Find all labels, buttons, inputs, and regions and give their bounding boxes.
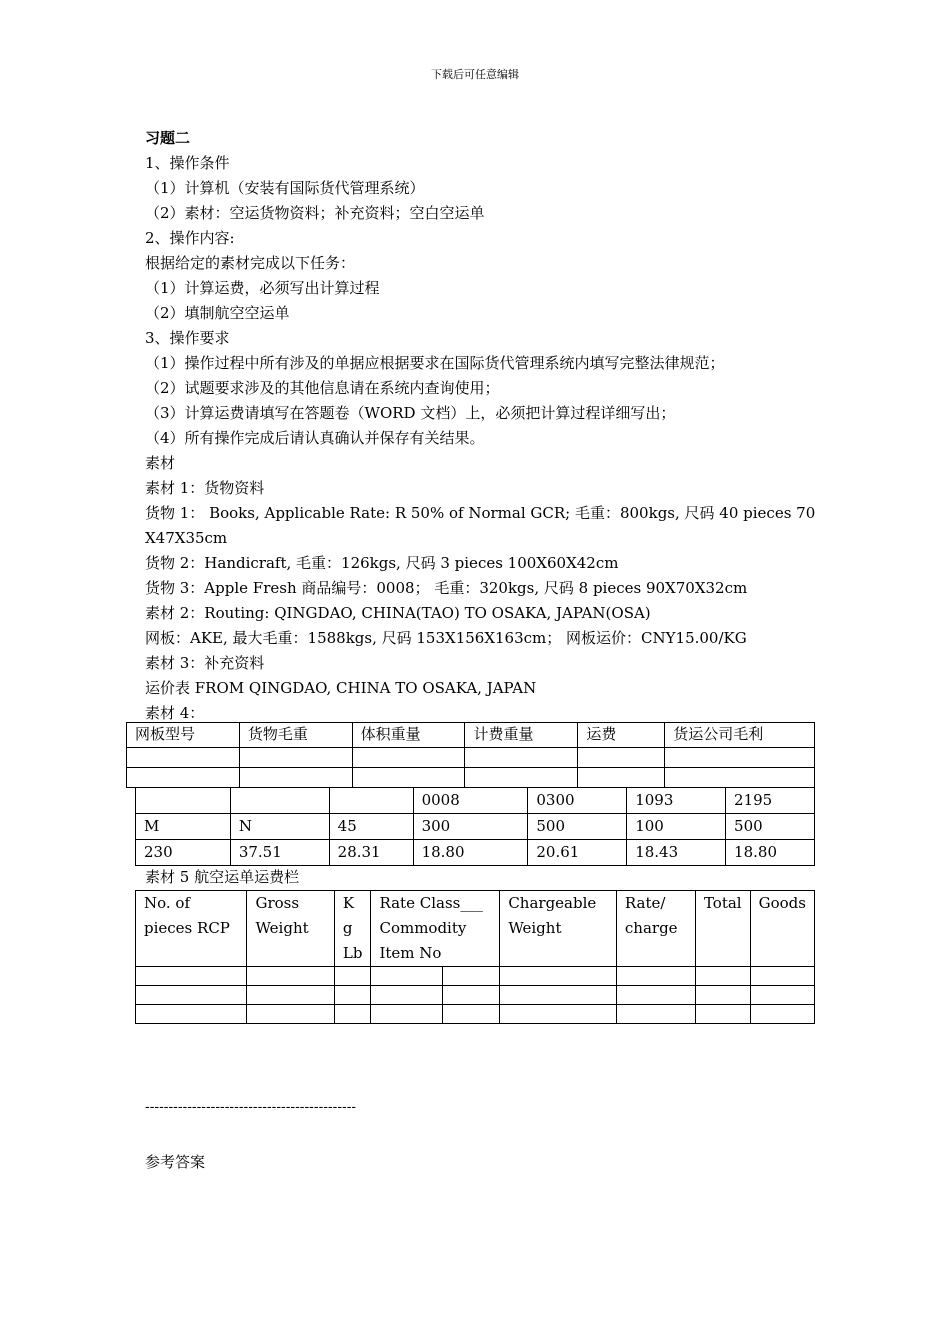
- empty-cell[interactable]: [695, 1005, 750, 1024]
- header-rate-charge: Rate/ charge: [616, 891, 695, 967]
- table-cell: 0300: [528, 788, 627, 814]
- calculation-table: [126, 722, 815, 788]
- table-cell: 2195: [726, 788, 815, 814]
- table-row: [136, 1005, 815, 1024]
- empty-cell[interactable]: [578, 768, 665, 788]
- table-cell: 37.51: [230, 840, 329, 866]
- empty-cell[interactable]: [500, 967, 617, 986]
- header-rate-class: Rate Class___ Commodity Item No: [371, 891, 500, 967]
- empty-cell[interactable]: [695, 986, 750, 1005]
- text-line: 根据给定的素材完成以下任务：: [145, 254, 356, 272]
- header-cell: 计费重量: [465, 723, 578, 748]
- empty-cell[interactable]: [443, 967, 500, 986]
- text-line: （2）试题要求涉及的其他信息请在系统内查询使用；: [145, 379, 500, 397]
- empty-cell[interactable]: [695, 967, 750, 986]
- cargo-3: 货物 3：Apple Fresh 商品编号：0008； 毛重：320kgs, 尺码 8 pieces 90X70X32cm: [145, 579, 748, 597]
- empty-cell[interactable]: [616, 967, 695, 986]
- table-cell: 45: [329, 814, 413, 840]
- text-line: 3、操作要求: [145, 329, 230, 347]
- document-body: [145, 126, 815, 726]
- text-line: 2、操作内容:: [145, 229, 235, 247]
- header-gross-weight: Gross Weight: [247, 891, 334, 967]
- table-cell: 100: [627, 814, 726, 840]
- empty-cell[interactable]: [239, 748, 352, 768]
- table-cell: 230: [136, 840, 231, 866]
- table-cell: M: [136, 814, 231, 840]
- header-pieces: No. of pieces RCP: [136, 891, 247, 967]
- material-3: 素材 3：补充资料: [145, 654, 265, 672]
- material-5-caption: 素材 5 航空运单运费栏: [145, 868, 300, 886]
- cargo-1-line-2: X47X35cm: [145, 529, 228, 547]
- rate-table: [135, 787, 815, 866]
- page-header: 下载后可任意编辑: [431, 68, 519, 81]
- empty-cell[interactable]: [247, 1005, 334, 1024]
- table-cell: 28.31: [329, 840, 413, 866]
- text-line: （3）计算运费请填写在答题卷（WORD 文档）上，必须把计算过程详细写出；: [145, 404, 676, 422]
- header-goods: Goods: [750, 891, 814, 967]
- awb-charges-table: [135, 890, 815, 1024]
- text-line: （2）填制航空空运单: [145, 304, 290, 322]
- table-row: [136, 967, 815, 986]
- empty-cell[interactable]: [750, 986, 814, 1005]
- header-cell: 货物毛重: [239, 723, 352, 748]
- empty-cell[interactable]: [443, 1005, 500, 1024]
- header-cell: 网板型号: [127, 723, 240, 748]
- header-cell: 运费: [578, 723, 665, 748]
- empty-cell[interactable]: [127, 748, 240, 768]
- empty-cell[interactable]: [750, 967, 814, 986]
- empty-cell[interactable]: [665, 748, 815, 768]
- empty-cell[interactable]: [334, 967, 371, 986]
- table-cell: 20.61: [528, 840, 627, 866]
- empty-cell[interactable]: [443, 986, 500, 1005]
- text-line: （4）所有操作完成后请认真确认并保存有关结果。: [145, 429, 485, 447]
- section-divider: ---------------------------------------------: [145, 1100, 357, 1115]
- cargo-2: 货物 2：Handicraft, 毛重：126kgs, 尺码 3 pieces 100X60X42cm: [145, 554, 619, 572]
- table-cell: 18.43: [627, 840, 726, 866]
- empty-cell[interactable]: [578, 748, 665, 768]
- text-line: （1）计算运费，必须写出计算过程: [145, 279, 380, 297]
- empty-cell[interactable]: [352, 768, 465, 788]
- empty-cell[interactable]: [127, 768, 240, 788]
- cargo-1-line-1: 货物 1： Books, Applicable Rate: R 50% of Normal GCR; 毛重：800kgs, 尺码 40 pieces 70: [145, 504, 816, 522]
- text-line: （2）素材：空运货物资料；补充资料；空白空运单: [145, 204, 485, 222]
- header-kg-lb: K g Lb: [334, 891, 371, 967]
- header-total: Total: [695, 891, 750, 967]
- table-row: [136, 788, 815, 814]
- table-cell: [230, 788, 329, 814]
- empty-cell[interactable]: [136, 986, 247, 1005]
- empty-cell[interactable]: [136, 1005, 247, 1024]
- empty-cell[interactable]: [465, 768, 578, 788]
- material-2-routing: 素材 2：Routing: QINGDAO, CHINA(TAO) TO OSAKA, JAPAN(OSA): [145, 604, 651, 622]
- table-row: [127, 768, 815, 788]
- empty-cell[interactable]: [334, 1005, 371, 1024]
- header-chargeable-weight: Chargeable Weight: [500, 891, 617, 967]
- pallet-info: 网板：AKE, 最大毛重：1588kgs, 尺码 153X156X163cm； 网板运价：CNY15.00/KG: [145, 629, 747, 647]
- table-row: [136, 840, 815, 866]
- empty-cell[interactable]: [239, 768, 352, 788]
- table-cell: 300: [413, 814, 528, 840]
- text-line: （1）操作过程中所有涉及的单据应根据要求在国际货代管理系统内填写完整法律规范；: [145, 354, 725, 372]
- empty-cell[interactable]: [616, 986, 695, 1005]
- table-row: [136, 986, 815, 1005]
- table-cell: 1093: [627, 788, 726, 814]
- table-cell: 18.80: [726, 840, 815, 866]
- empty-cell[interactable]: [500, 1005, 617, 1024]
- table-row: [127, 748, 815, 768]
- awb-header-row: [136, 891, 815, 967]
- text-line: 素材 1：货物资料: [145, 479, 265, 497]
- empty-cell[interactable]: [371, 967, 443, 986]
- table-cell: [136, 788, 231, 814]
- table-cell: 500: [726, 814, 815, 840]
- empty-cell[interactable]: [371, 1005, 443, 1024]
- rate-table-title: 运价表 FROM QINGDAO, CHINA TO OSAKA, JAPAN: [145, 679, 537, 697]
- material-4: 素材 4：: [145, 704, 205, 722]
- empty-cell[interactable]: [352, 748, 465, 768]
- empty-cell[interactable]: [371, 986, 443, 1005]
- empty-cell[interactable]: [247, 967, 334, 986]
- empty-cell[interactable]: [334, 986, 371, 1005]
- table-cell: 500: [528, 814, 627, 840]
- empty-cell[interactable]: [665, 768, 815, 788]
- empty-cell[interactable]: [465, 748, 578, 768]
- empty-cell[interactable]: [750, 1005, 814, 1024]
- table-cell: 0008: [413, 788, 528, 814]
- table-cell: 18.80: [413, 840, 528, 866]
- answer-heading: 参考答案: [145, 1153, 206, 1171]
- empty-cell[interactable]: [136, 967, 247, 986]
- text-line: 1、操作条件: [145, 154, 230, 172]
- text-line: （1）计算机（安装有国际货代管理系统）: [145, 179, 425, 197]
- text-line: 素材: [145, 454, 176, 472]
- table-header-row: [127, 723, 815, 748]
- table-cell: [329, 788, 413, 814]
- table-row: [136, 814, 815, 840]
- empty-cell[interactable]: [500, 986, 617, 1005]
- empty-cell[interactable]: [616, 1005, 695, 1024]
- empty-cell[interactable]: [247, 986, 334, 1005]
- header-cell: 货运公司毛利: [665, 723, 815, 748]
- exercise-title: 习题二: [145, 129, 191, 147]
- table-cell: N: [230, 814, 329, 840]
- header-cell: 体积重量: [352, 723, 465, 748]
